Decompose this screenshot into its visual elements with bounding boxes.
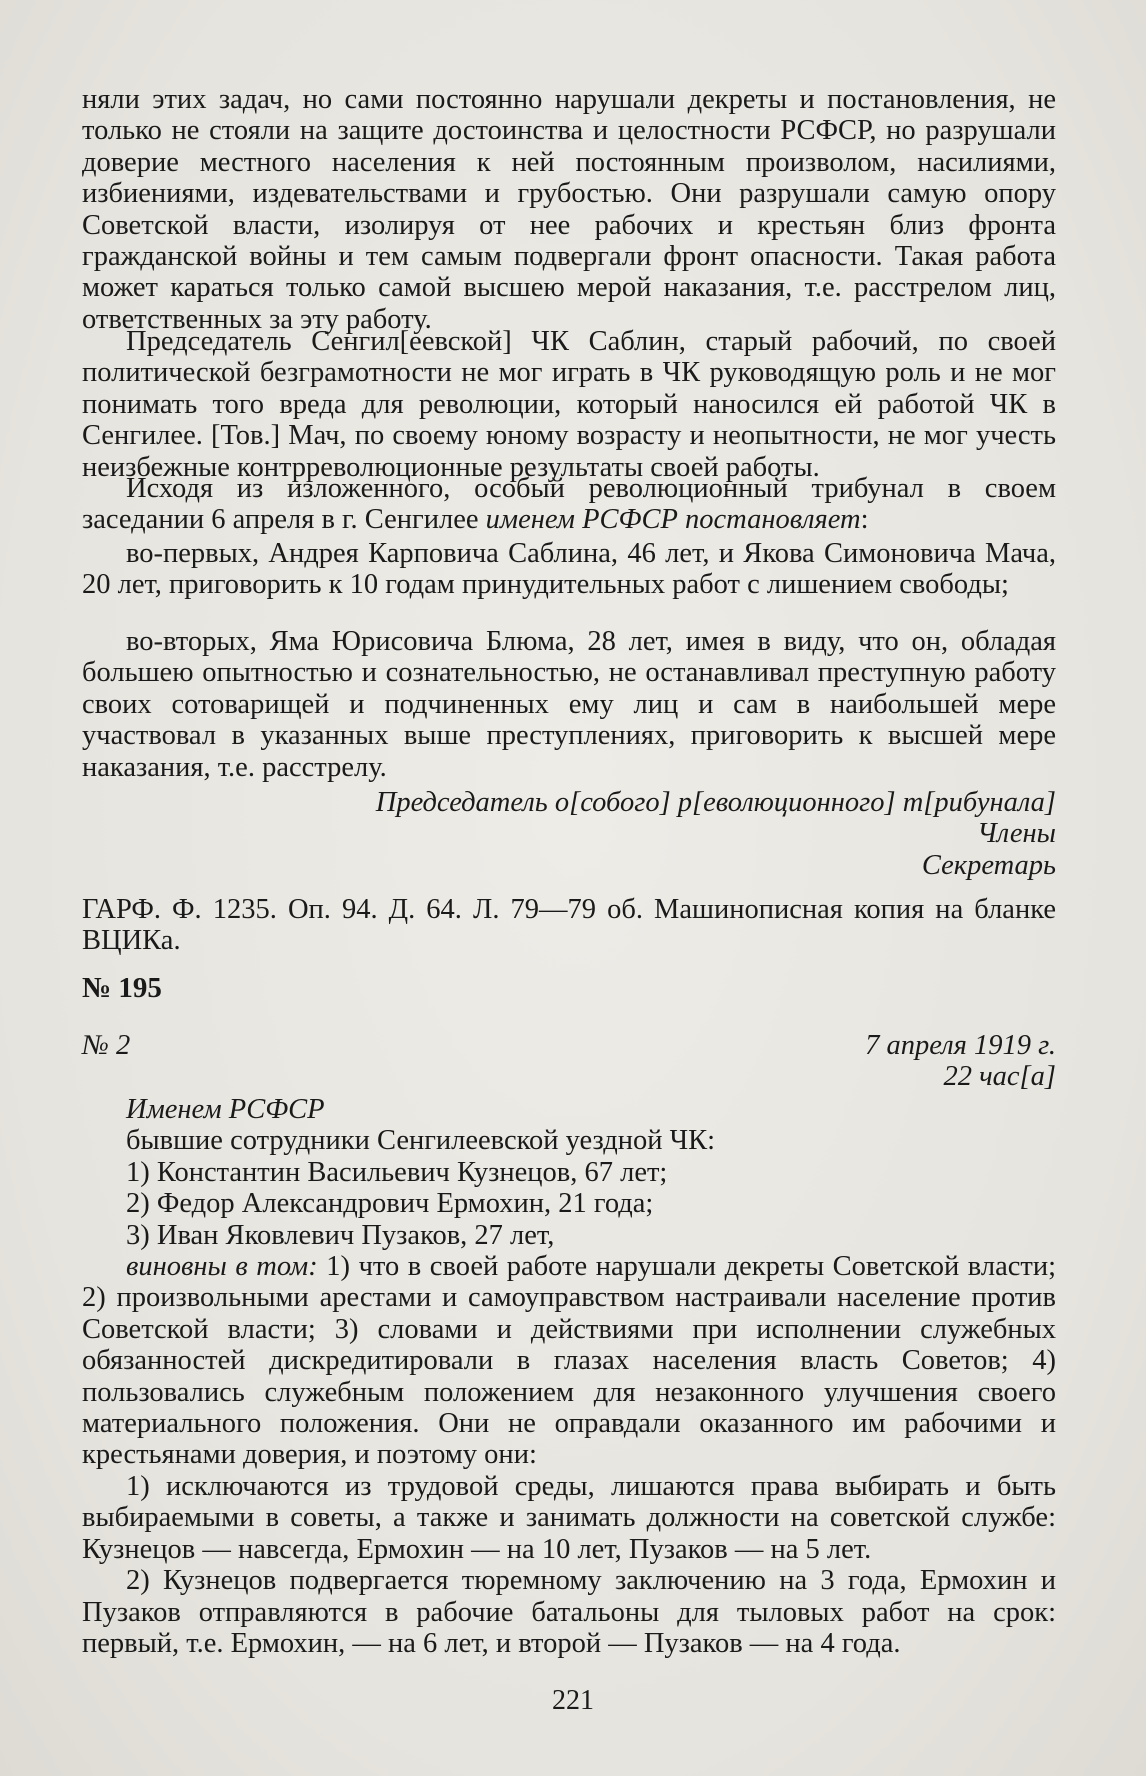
guilty-text: 1) что в своей работе нарушали декреты Советской власти; 2) произвольными арестами и самоуправством настраивали население против Советской власти; 3) словами и действиями при исполнении служебных обязанностей дискредитировали в глазах населения власть Советов; 4) пользовались служебным положением для незаконного улучшения своего материального положения. Они не оправдали оказанного им рабочими и крестьянами доверия, и поэтому они: (82, 1251, 1056, 1471)
page-number: 221 (552, 1685, 594, 1716)
body-item-1: 1) Константин Васильевич Кузнецов, 67 лет; (126, 1156, 668, 1188)
body-verdict-1: 1) исключаются из трудовой среды, лишаются права выбирать и быть выбираемыми в советы, а также и занимать должности на советской службе: Кузнецов — навсегда, Ермохин — на 10 лет, Пузаков — на 5 лет. (82, 1470, 1056, 1565)
body-title: Именем РСФСР (126, 1094, 325, 1125)
paragraph-3-start: Исходя из изложенного, особый революционный трибунал в своем заседании 6 апреля в г. Сенгилее (82, 473, 1056, 536)
paragraph-3 (82, 473, 1056, 536)
paragraph-3-italic: именем РСФСР постановляет (485, 504, 861, 536)
document-body (82, 1094, 1056, 1659)
body-item-3: 3) Иван Яковлевич Пузаков, 27 лет, (126, 1219, 555, 1251)
paragraph-1: няли этих задач, но сами постоянно нарушали декреты и постановления, не только не стояли на защите достоинства и целостности РСФСР, но разрушали доверие местного населения к ней постоянным произволом, насилиями, избиениями, издевательствами и грубостью. Они разрушали самую опору Советской власти, изолируя от нее рабочих и крестьян близ фронта гражданской войны и тем самым подвергали фронт опасности. Такая работа может караться только самой высшею мерой наказания, т.е. расстрелом лиц, ответственных за эту работу. (82, 84, 1056, 335)
body-verdict-2: 2) Кузнецов подвергается тюремному заключению на 3 года, Ермохин и Пузаков отправляются в рабочие батальоны для тыловых работ на срок: первый, т.е. Ермохин, — на 6 лет, и второй — Пузаков — на 4 года. (82, 1565, 1056, 1659)
document-number: № 195 (82, 972, 162, 1004)
paragraph-3-end: : (860, 504, 869, 536)
header-number: № 2 (82, 1030, 131, 1061)
document-header (82, 1030, 1056, 1093)
paragraph-2: Председатель Сенгил[еевской] ЧК Саблин, старый рабочий, по своей политической безграмотности не мог играть в ЧК руководящую роль и не мог понимать того вреда для революции, который наносился ей работой ЧК в Сенгилее. [Тов.] Мач, по своему юному возрасту и неопытности, не мог учесть неизбежные контрреволюционные результаты своей работы. (82, 326, 1056, 483)
signature-chairman: Председатель о[собого] р[еволюционного] т[рибунала] (375, 787, 1056, 818)
guilty-label: виновны в том: (126, 1251, 318, 1283)
signature-members: Члены (977, 818, 1056, 850)
body-guilty-paragraph (82, 1251, 1056, 1471)
body-item-2: 2) Федор Александрович Ермохин, 21 года; (126, 1188, 654, 1220)
paragraph-4: во-первых, Андрея Карповича Саблина, 46 лет, и Якова Симоновича Мача, 20 лет, приговорить к 10 годам принудительных работ с лишением свободы; (82, 538, 1056, 601)
header-time: 22 час[а] (943, 1061, 1056, 1093)
source-note: ГАРФ. Ф. 1235. Оп. 94. Д. 64. Л. 79—79 об. Машинописная копия на бланке ВЦИКа. (82, 894, 1056, 957)
body-line-1: бывшие сотрудники Сенгилеевской уездной ЧК: (126, 1125, 716, 1157)
header-date: 7 апреля 1919 г. (865, 1030, 1056, 1061)
signature-secretary: Секретарь (921, 849, 1056, 881)
paragraph-5: во-вторых, Яма Юрисовича Блюма, 28 лет, имея в виду, что он, обладая большею опытностью и сознательностью, не останавливал преступную работу своих сотоварищей и подчиненных ему лиц и сам в наибольшей мере участвовал в указанных выше преступлениях, приговорить к высшей мере наказания, т.е. расстрелу. (82, 626, 1056, 783)
signature-block (82, 787, 1056, 881)
